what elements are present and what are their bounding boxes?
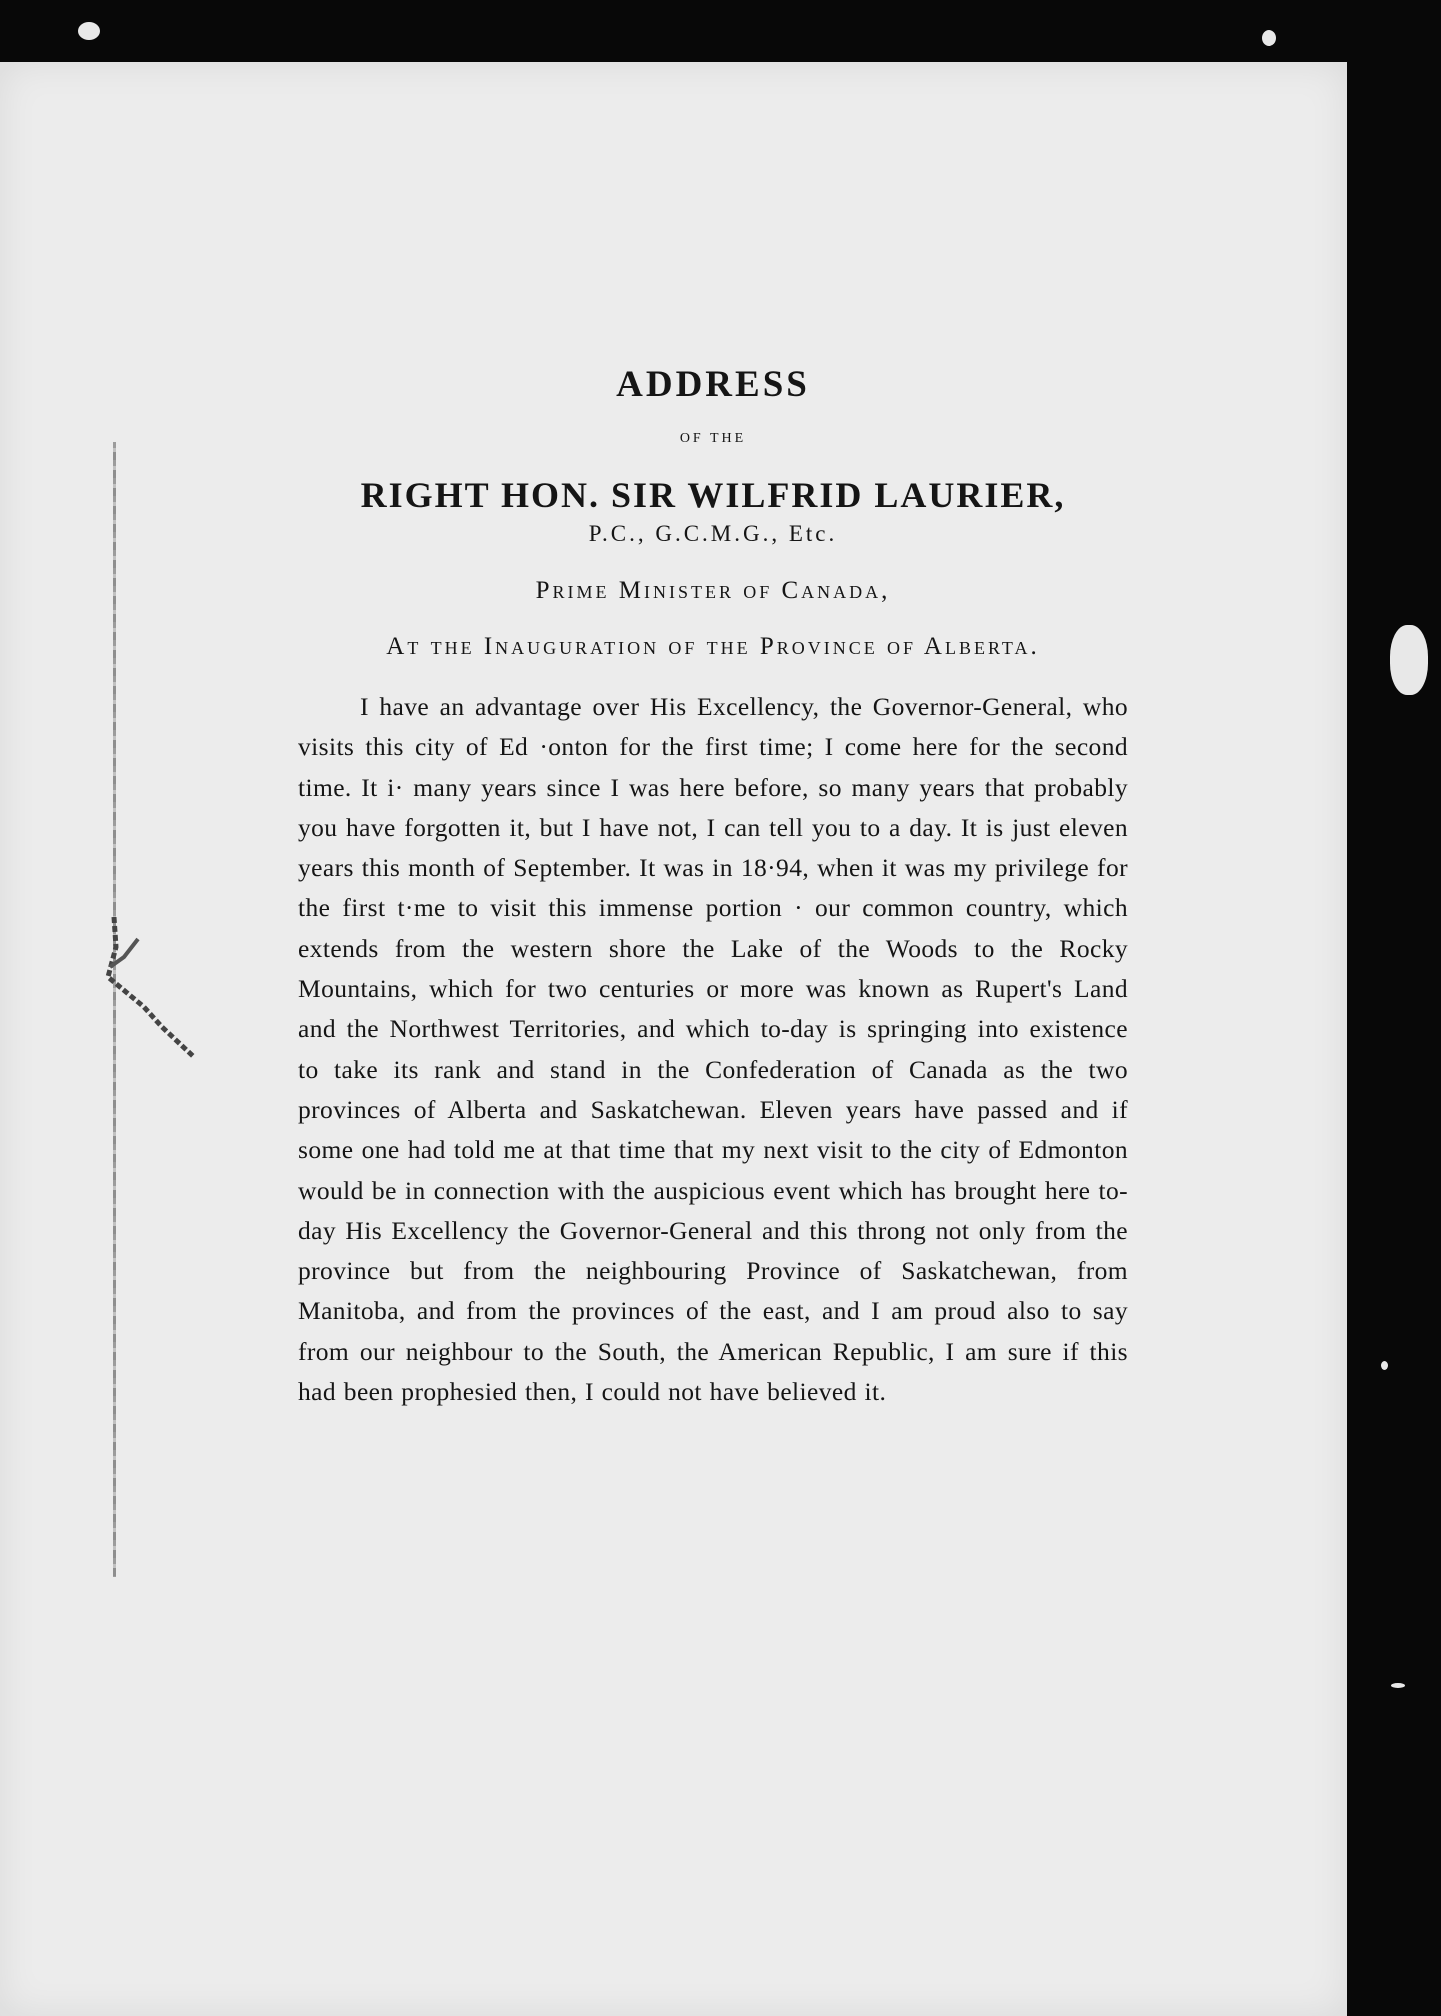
dust-speck (1391, 1683, 1405, 1688)
speaker-name: RIGHT HON. SIR WILFRID LAURIER, (360, 475, 1066, 515)
occasion-line: At the Inauguration of the Province of Alberta. (386, 633, 1040, 660)
dust-speck (78, 22, 100, 40)
document-page (0, 62, 1347, 2016)
dust-speck (1262, 30, 1276, 46)
speaker-office: Prime Minister of Canada, (535, 577, 891, 604)
dust-speck (1381, 1361, 1388, 1370)
dust-speck (1390, 625, 1428, 695)
document-title: ADDRESS (616, 364, 810, 405)
speaker-honours: P.C., G.C.M.G., Etc. (588, 521, 838, 546)
connector-line: OF THE (679, 431, 747, 446)
binding-knot (104, 917, 204, 1067)
address-paragraph: I have an advantage over His Excellency, the Governor-General, who visits this city of Ed ·onton for the first time; I come here for the second time. It i· many years since I was here before, so many years that probably you have forgotten it, but I have not, I can tell you to a day. It is just eleven years this month of September. It was in 18·94, when it was my privilege for the first t·me to visit this immense portion · our common country, which extends from the western shore the Lake of the Woods to the Rocky Mountains, which for two centuries or more was known as Rupert's Land and the Northwest Territories, and which to-day is springing into existence to take its rank and stand in the Confederation of Canada as the two provinces of Alberta and Saskatchewan. Eleven years have passed and if some one had told me at that time that my next visit to the city of Edmonton would be in connection with the auspicious event which has brought here to-day His Excellency the Governor-General and this throng not only from the province but from the neighbouring Province of Saskatchewan, from Manitoba, and from the provinces of the east, and I am proud also to say from our neighbour to the South, the American Republic, I am sure if this had been prophesied then, I could not have believed it. (298, 692, 1128, 1407)
document-content (298, 360, 1128, 1438)
